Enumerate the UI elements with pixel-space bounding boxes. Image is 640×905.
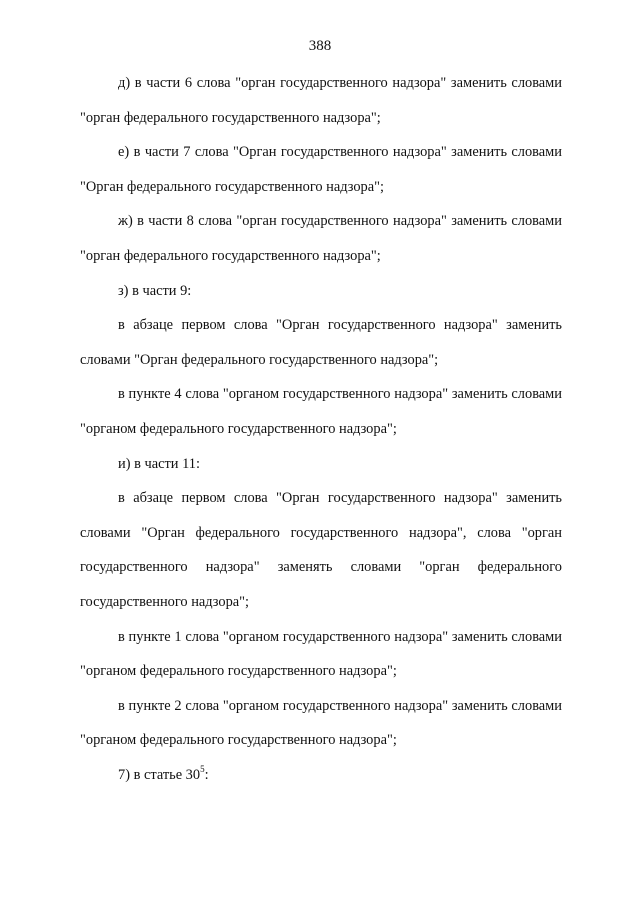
paragraph-z-abzac: в абзаце первом слова "Орган государственного надзора" заменить словами "Орган федерального государственного надзора"; — [80, 317, 562, 368]
paragraph-e: е) в части 7 слова "Орган государственного надзора" заменить словами "Орган федерального государственного надзора"; — [80, 144, 562, 195]
article-reference: 7) в статье 30 — [118, 766, 201, 783]
paragraph-i: и) в части 11: — [118, 455, 200, 472]
article-suffix: : — [204, 766, 209, 783]
paragraph-z: з) в части 9: — [118, 282, 192, 299]
paragraph-z-punkt4: в пункте 4 слова "органом государственного надзора" заменить словами "органом федерального государственного надзора"; — [80, 386, 562, 437]
paragraph-d: д) в части 6 слова "орган государственного надзора" заменить словами "орган федерального государственного надзора"; — [80, 75, 562, 126]
paragraph-i-punkt1: в пункте 1 слова "органом государственного надзора" заменить словами "органом федерального государственного надзора"; — [80, 628, 562, 680]
paragraph-i-abzac: в абзаце первом слова "Орган государственного надзора" заменить словами "Орган федерального государственного надзора", слова "орган государственного надзора" заменять словами "орган федерального государственного надзора"; — [80, 490, 562, 610]
paragraph-i-punkt2: в пункте 2 слова "органом государственного надзора" заменить словами "органом федерального государственного надзора"; — [80, 697, 562, 749]
paragraph-zh: ж) в части 8 слова "орган государственного надзора" заменить словами "орган федерального государственного надзора"; — [80, 213, 562, 264]
paragraph-7 — [80, 758, 562, 793]
article-superscript: 5 — [200, 764, 205, 775]
page-number: 388 — [308, 38, 332, 54]
document-body — [80, 66, 562, 792]
